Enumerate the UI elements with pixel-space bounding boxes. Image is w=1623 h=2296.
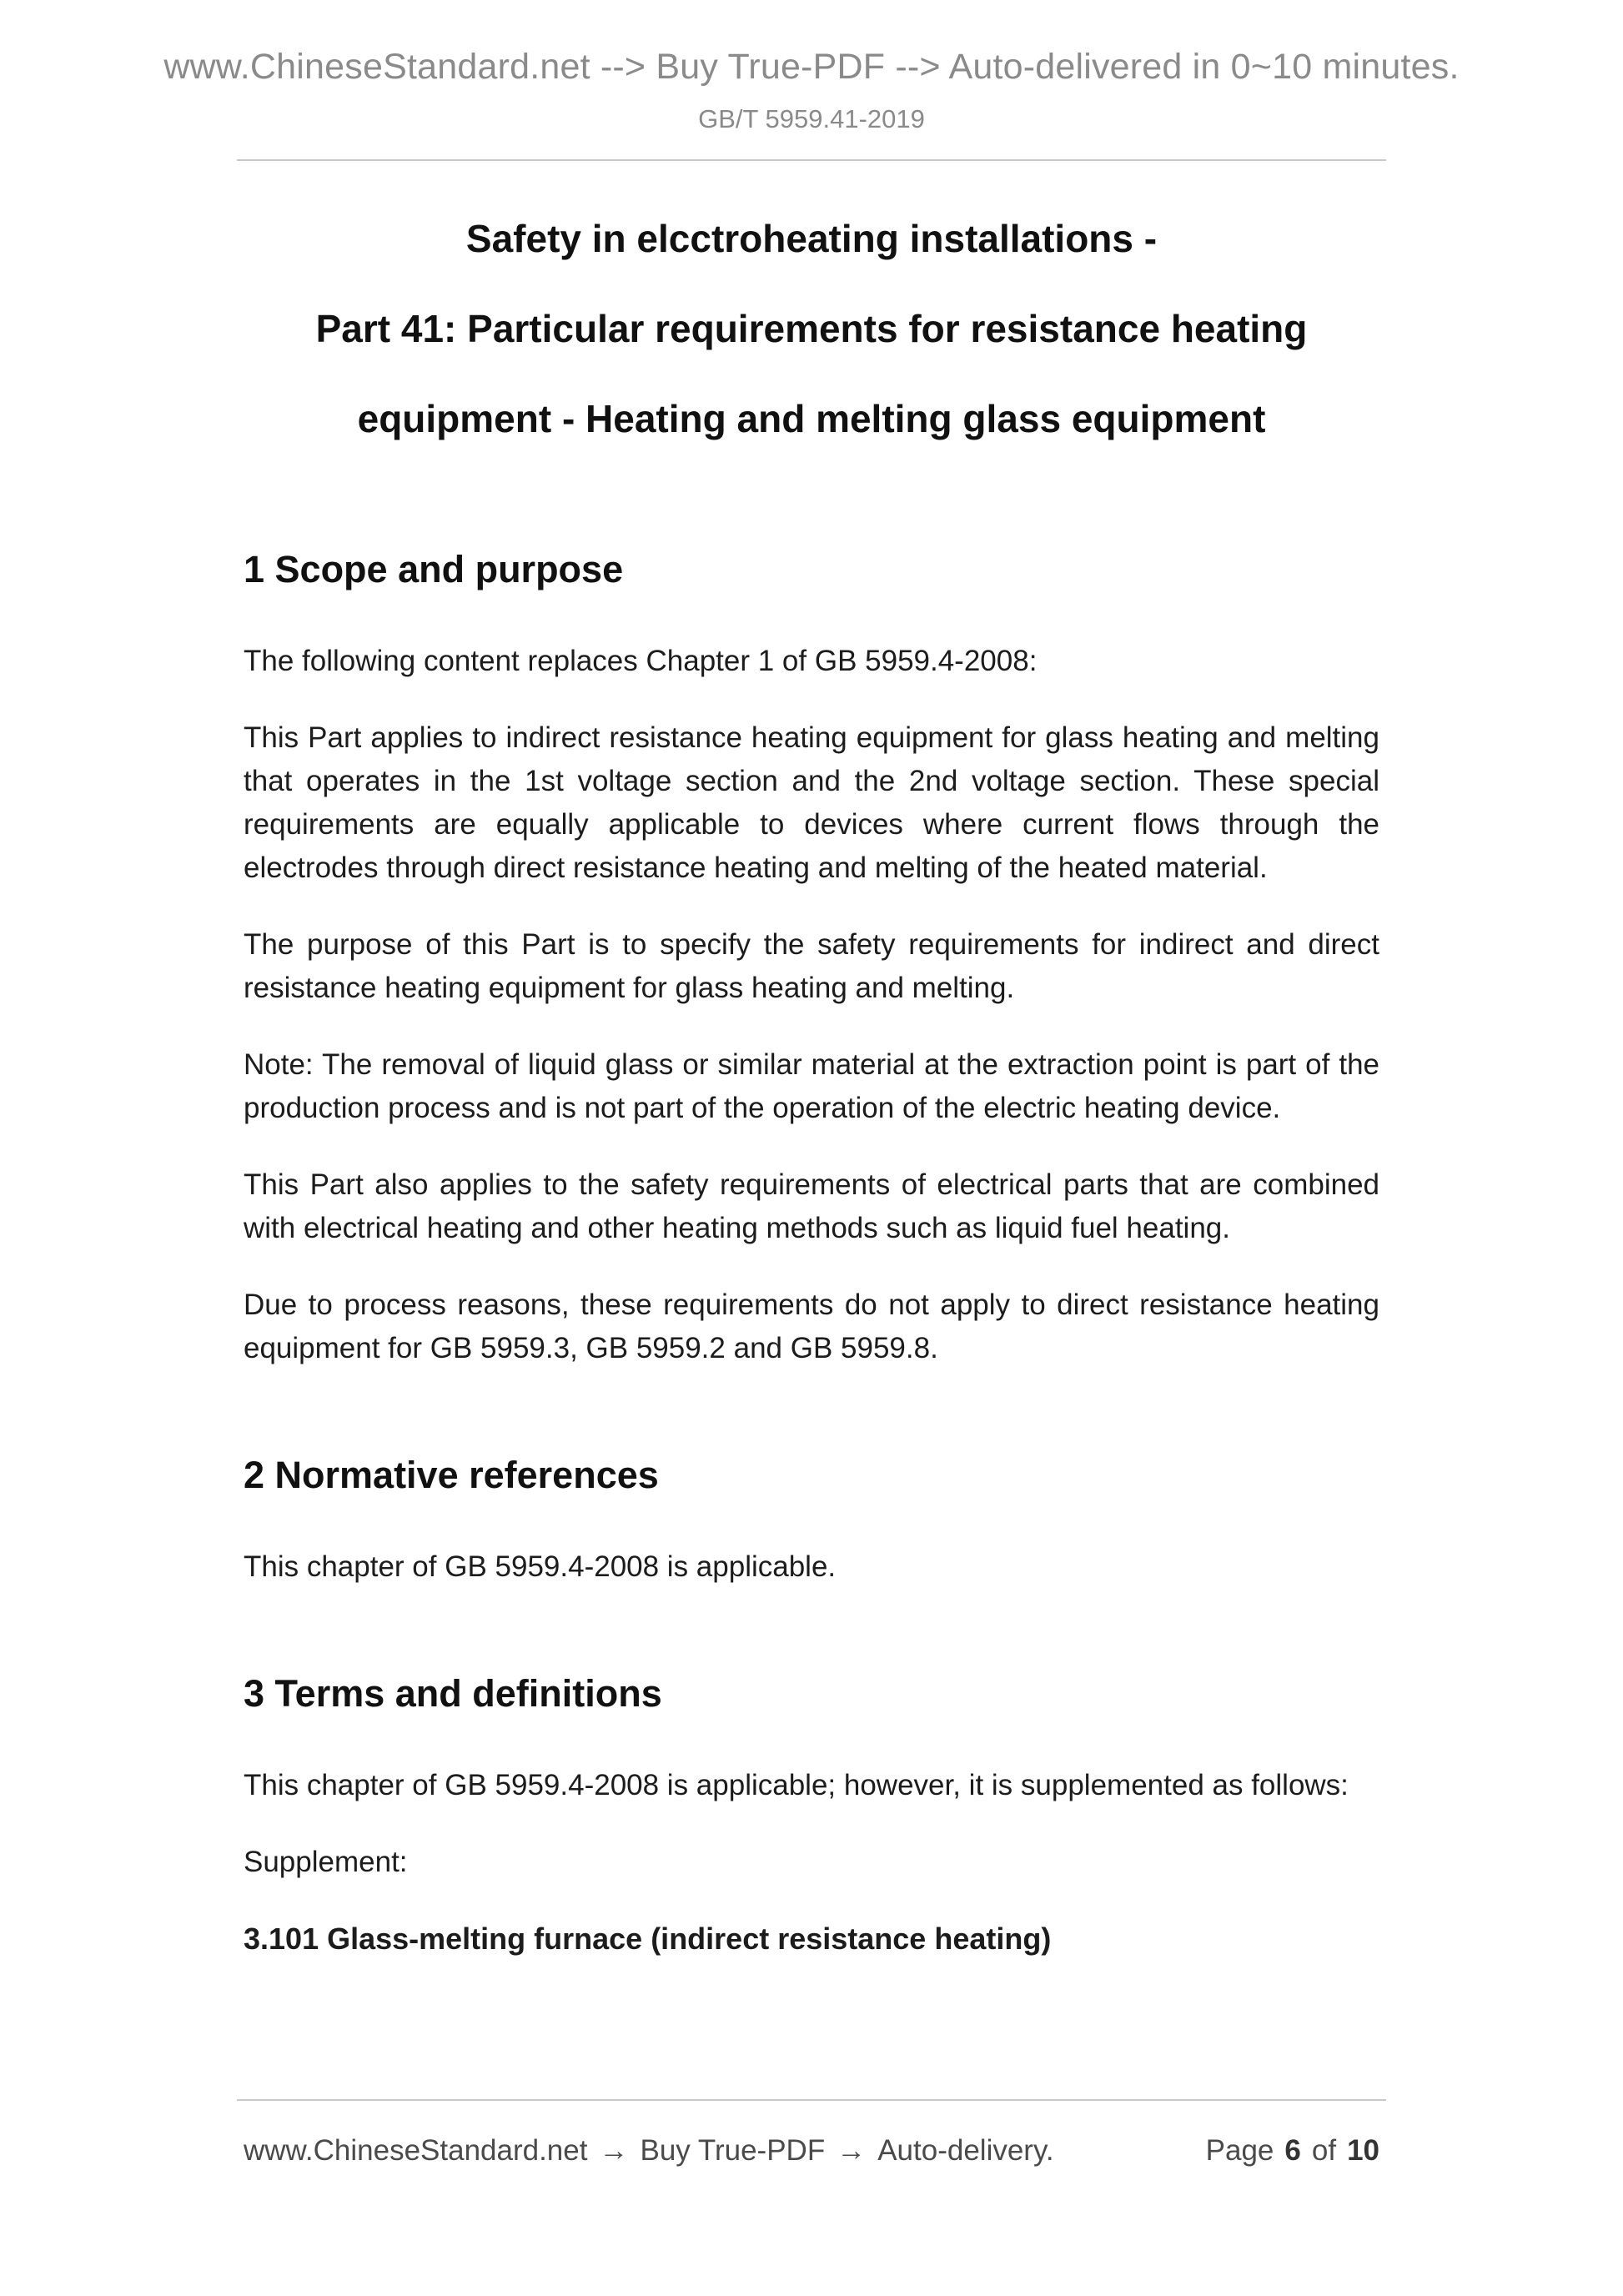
arrow-right-icon: → [837, 2134, 867, 2167]
footer-divider [237, 2099, 1386, 2101]
footer-row [244, 2134, 1379, 2168]
terms-paragraph-1: This chapter of GB 5959.4-2008 is applicable; however, it is supplemented as follows: [244, 1769, 1349, 1801]
scope-paragraph-1: The following content replaces Chapter 1 of GB 5959.4-2008: [244, 645, 1038, 677]
header-doc-code: GB/T 5959.41-2019 [698, 104, 925, 133]
title-line-1: Safety in elcctroheating installations - [465, 217, 1158, 260]
section-heading-normative: 2 Normative references [244, 1454, 659, 1496]
normative-paragraph-1: This chapter of GB 5959.4-2008 is applicable. [244, 1550, 837, 1583]
page-label: Page [1205, 2134, 1274, 2167]
page-current: 6 [1284, 2134, 1301, 2167]
scope-paragraph-6: Due to process reasons, these requirements do not apply to direct resistance heating equipment for GB 5959.3, GB 5959.2 and GB 5959.8. [244, 1289, 1379, 1364]
terms-definition-3-101: 3.101 Glass-melting furnace (indirect resistance heating) [244, 1922, 1052, 1956]
page-header [0, 0, 1623, 161]
footer-site-link[interactable]: www.ChineseStandard.net [244, 2134, 588, 2167]
header-promo-text: www.ChineseStandard.net --> Buy True-PDF --> Auto-delivered in 0~10 minutes. [163, 47, 1460, 87]
scope-paragraph-note: Note: The removal of liquid glass or similar material at the extraction point is part of the production process and is not part of the operation of the electric heating device. [244, 1048, 1379, 1124]
title-line-2: Part 41: Particular requirements for resistance heating [315, 307, 1308, 350]
scope-paragraph-5: This Part also applies to the safety requirements of electrical parts that are combined with electrical heating and other heating methods such as liquid fuel heating. [244, 1168, 1379, 1244]
scope-paragraph-2: This Part applies to indirect resistance heating equipment for glass heating and melting that operates in the 1st voltage section and the 2nd voltage section. These special requirements are equally applicable to devices where current flows through the electrodes through direct resistance heating and melting of the heated material. [244, 721, 1379, 884]
footer-delivery-text: Auto-delivery. [877, 2134, 1054, 2167]
page-total: 10 [1347, 2134, 1379, 2167]
scope-paragraph-3: The purpose of this Part is to specify the safety requirements for indirect and direct resistance heating equipment for glass heating and melting. [244, 928, 1379, 1004]
page-footer [0, 2099, 1623, 2296]
title-line-3: equipment - Heating and melting glass equipment [357, 397, 1266, 440]
terms-supplement-label: Supplement: [244, 1846, 408, 1878]
document-body [244, 216, 1379, 1961]
arrow-right-icon: → [599, 2134, 629, 2167]
section-heading-scope: 1 Scope and purpose [244, 548, 624, 590]
document-title [244, 216, 1379, 441]
footer-buy-text: Buy True-PDF [640, 2134, 826, 2167]
header-divider [237, 159, 1386, 161]
section-heading-terms: 3 Terms and definitions [244, 1672, 662, 1715]
page-of-label: of [1311, 2134, 1337, 2167]
footer-site-line [244, 2134, 1054, 2168]
page-number-indicator [1206, 2134, 1379, 2168]
